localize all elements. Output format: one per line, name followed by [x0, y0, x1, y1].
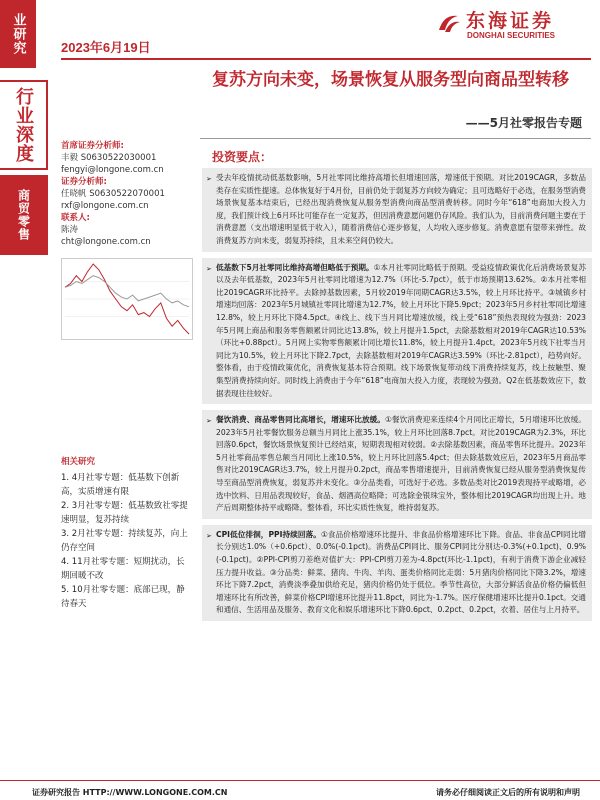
chart-series-line-2	[65, 276, 189, 307]
related-item[interactable]: 4. 11月社零专题：短期扰动，长期回暖不改	[61, 557, 185, 581]
secondary-analyst-label: 证券分析师:	[61, 177, 107, 187]
paragraph-lead: 餐饮消费、商品零售同比高增长，增速环比放缓。	[216, 415, 385, 425]
logo-mark-icon	[436, 10, 462, 36]
footer-disclaimer: 请务必仔细阅读正文后的所有说明和声明	[436, 788, 580, 797]
bullet-icon: ➢	[206, 175, 212, 183]
secondary-analyst-name: 任晓帆 S0630522070001	[61, 189, 165, 199]
section-heading: 投资要点：	[212, 150, 273, 164]
page-footer	[0, 780, 600, 800]
related-item[interactable]: 3. 2月社零专题：持续复苏，向上仍存空间	[61, 529, 188, 553]
paragraph-text: ①本月社零同比略低于预期。受益疫情政策优化后消费场景复苏以及去年低基数，2023年5月社零同比增速为12.7%（环比-5.7pct），低于市场预期13.62%。②本月社零相比2019CAGR环比持平。去除掉基数因素，5月较2019年同期CAGR达3.5%，较上月环比持平。③城镇乡村增速均回落：2023年5月城镇社零同比增速为12.7%，较上月环比下降5.9pct；2023年5月乡村社零同比增速12.8%，较上月环比下降4.5pct。④线上、线下当月同比增速放缓，线上受“618”预热表现较为强劲：2023年5月网上商品和服务零售额累计同比达13.8%，较上月提升1.5pct，去除基数相对2019年CAGR达10.53%（环比+0.88pct）。5月网上实物零售额累计同比增长11.8%，较上月提升1.4pct。2023年5月线下社零当月同比为10.5%，较上月环比下降2.7pct，去除基数相对2019年CAGR达3.59%（环比-2.81pct），趋势向好。整体看，由于疫情政策优化，消费恢复基本符合预期。线下场景恢复带动线下消费持续复苏，线上按触型、聚集型消费持续向好。同时线上消费由于今年“618”电商加大投入力度，表现较为强劲。Q2在低基数效应下，数据表现往往较好。	[216, 262, 586, 398]
report-date: 2023年6月19日	[61, 40, 151, 55]
report-subtitle: ——5月社零报告专题	[465, 116, 582, 130]
logo-chinese-name: 东海证券	[466, 10, 555, 32]
paragraph-text: ①餐饮消费迎来连续4个月同比正增长，5月增速环比放缓。2023年5月社零餐饮服务总额当月同比上涨35.1%，较上月环比回落8.7pct。对比2019CAGR为2.3%，环比回落0.6pct，餐饮场景恢复预计已经结束，短期表现相对较弱。②去除基数因素，商品零售环比提升。2023年5月社零商品零售总额当月同比上涨10.5%，较上月环比回落5.4pct；但去除基数效应后，2023年5月商品零售对比2019CAGR达3.7%，较上月提升0.2pct，商品零售增速提升，目前消费恢复已经从服务型消费恢复传导至商品型消费恢复，弱复苏并未变化。③分品类看，可选好于必选。多数品类对比2019表现持平或略增，必选中饮料、日用品表现较好，食品、烟酒高位略降；可选除金银珠宝外，整体相比2019CAGR均出现上升。地产后周期整体持平或略降。整体看，环比实质性恢复，维持弱复苏。	[216, 415, 587, 513]
sidebar-industry-tab: 商贸零售	[0, 175, 48, 255]
header-divider	[61, 58, 591, 60]
related-item[interactable]: 1. 4月社零专题：低基数下创新高，实质增速有限	[61, 473, 180, 497]
report-title: 复苏方向未变，场景恢复从服务型向商品型转移	[212, 70, 569, 90]
title-divider	[200, 138, 591, 139]
related-item[interactable]: 5. 10月社零专题：底部已现，静待春天	[61, 585, 185, 609]
contact-name: 陈涛	[61, 225, 79, 235]
related-research-title: 相关研究	[61, 457, 96, 467]
paragraph-text: 受去年疫情扰动低基数影响，5月社零同比维持高增长但增速回落，增速低于预期。对比2019CAGR，多数品类存在实质性提速。总体恢复好于4月份，目前仍处于弱复苏方向较为确定；且可选略好于必选，在服务型消费场景恢复基本结束后，已经出现消费恢复从服务型消费向商品型消费转移。同时今年“618”电商加大投入力度，我们预计线上6月环比可能存在一定复苏，但因消费意愿问题仍存风险。我们认为，目前消费问题主要在于消费意愿（支出增速明显低于收入），随着消费信心逐步修复，人均收入逐步修复。消费意愿有望带来弹性。故消费复苏方向未变，弱复苏持续，且未来空间仍较大。	[216, 173, 586, 245]
contact-email[interactable]: cht@longone.com.cn	[61, 237, 151, 247]
paragraph-lead: CPI低位徘徊，PPI持续回落。	[216, 529, 321, 539]
sidebar-top-tab: 业研究	[0, 0, 36, 68]
performance-chart	[61, 258, 193, 340]
sidebar-report-type-tab: 行业深度	[0, 80, 48, 170]
primary-analyst-email[interactable]: fengyi@longone.com.cn	[61, 165, 164, 175]
secondary-analyst-email[interactable]: rxf@longone.com.cn	[61, 201, 149, 211]
content-paragraph	[202, 410, 592, 519]
bullet-icon: ➢	[206, 264, 212, 273]
paragraph-lead: 低基数下5月社零同比维持高增但略低于预期。	[216, 262, 374, 272]
contact-label: 联系人:	[61, 213, 90, 223]
content-paragraph	[202, 258, 592, 405]
primary-analyst-label: 首席证券分析师:	[61, 141, 124, 151]
bullet-icon: ➢	[206, 417, 212, 426]
analyst-info	[61, 140, 191, 248]
company-logo	[436, 6, 586, 46]
main-content	[202, 168, 592, 627]
footer-website[interactable]: 证券研究报告 HTTP://WWW.LONGONE.COM.CN	[32, 788, 228, 797]
related-research	[61, 455, 193, 611]
bullet-icon: ➢	[206, 531, 212, 540]
content-paragraph	[202, 525, 592, 621]
paragraph-text: ①食品价格增速环比提升、非食品价格增速环比下降。食品、非食品CPI同比增长分别达1.0%（+0.6pct）、0.0%(-0.1pct)。消费品CPI同比、服务CPI同比分别达-0.3%(+0.1pct)、0.9%(-0.1pct)。②PPI-CPI剪刀差绝对值扩大：PPI-CPI剪刀差为-4.8pct(环比-1.1pct)，有利于消费下游企业减轻压力提升收益。③分品类：鲜菜、猪肉、牛肉、羊肉、蛋类价格同比走弱：5月猪肉价格同比下降3.2%，增速环比下降7.2pct，消费淡季叠加供给充足，猪肉价格仍处于低位。季节性高位，大部分鲜活食品价格仍偏低但增速环比有所改善，鲜菜价格CPI增速环比提升11.8pct，同比为-1.7%。医疗保健增速环比提升0.1pct。交通和通信、生活用品及服务、教育文化和娱乐增速环比下降0.6pct、0.2pct、0.2pct，衣着、居住与上月持平。	[216, 529, 586, 615]
primary-analyst-name: 丰毅 S0630522030001	[61, 153, 157, 163]
content-paragraph	[202, 168, 592, 252]
related-item[interactable]: 2. 3月社零专题：低基数致社零提速明显，复苏持续	[61, 501, 188, 525]
logo-english-name: DONGHAI SECURITIES	[467, 31, 556, 40]
